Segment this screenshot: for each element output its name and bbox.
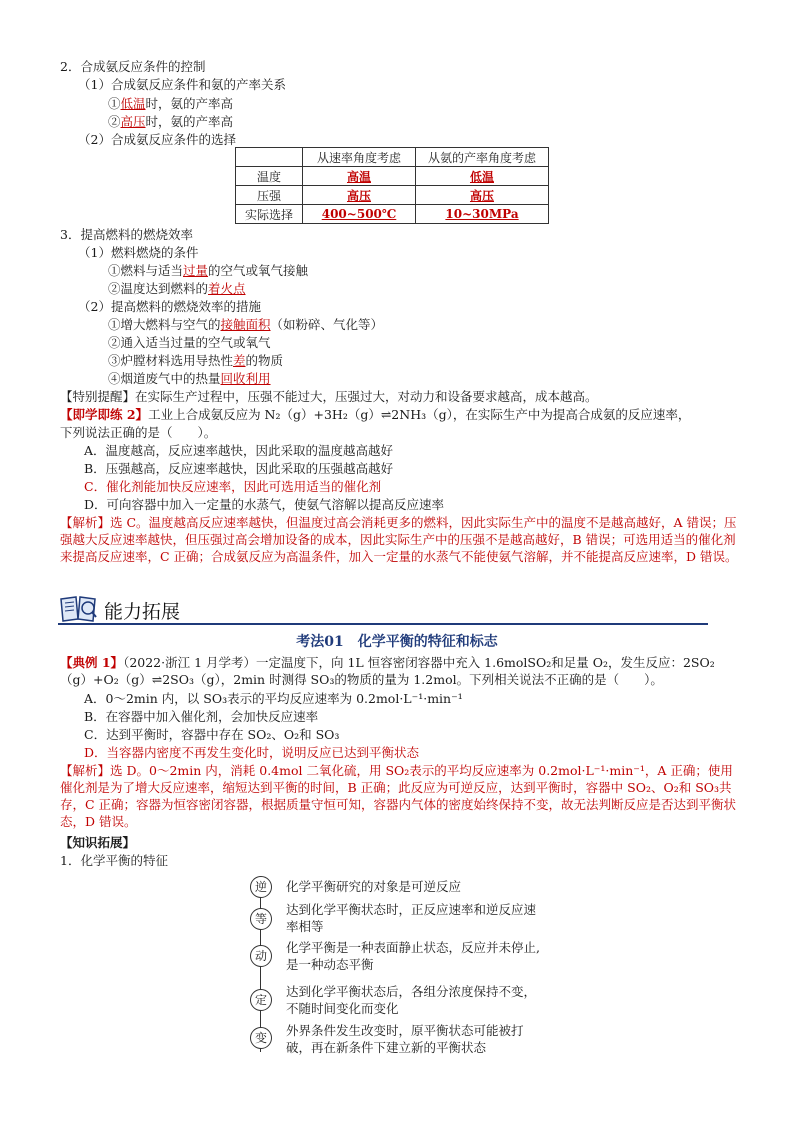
list-item xyxy=(108,95,233,112)
subheading-conditions-yield: （1）合成氨反应条件和氨的产率关系 xyxy=(78,77,286,92)
item-text: （如粉碎、气化等） xyxy=(270,317,384,332)
item-text: 的物质 xyxy=(245,353,284,368)
flow-text: 外界条件发生改变时，原平衡状态可能被打破，再在新条件下建立新的平衡状态 xyxy=(286,1023,524,1055)
option-c: C．催化剂能加快反应速率，因此可选用适当的催化剂 xyxy=(84,479,382,494)
table-header-cell: 从速率角度考虑 xyxy=(303,148,416,167)
knowledge-heading: 1．化学平衡的特征 xyxy=(60,853,168,868)
option-b: B．在容器中加入催化剂，会加快反应速率 xyxy=(84,709,319,724)
banner-title: 能力拓展 xyxy=(104,601,181,623)
knowledge-tag: 【知识拓展】 xyxy=(60,835,136,850)
list-item xyxy=(108,352,283,369)
item-number: ① xyxy=(108,96,121,111)
keyword: 着火点 xyxy=(208,281,246,296)
book-icon xyxy=(58,593,98,623)
keyword: 高压 xyxy=(120,114,146,129)
flow-node: 等 xyxy=(250,908,272,930)
table-cell: 实际选择 xyxy=(236,205,303,224)
flow-node: 变 xyxy=(250,1027,272,1049)
subheading-condition-choice: （2）合成氨反应条件的选择 xyxy=(78,132,236,147)
keyword: 低温 xyxy=(120,96,146,111)
table-row xyxy=(236,167,549,186)
item-text: ③炉膛材料选用导热性 xyxy=(108,353,234,368)
section-title: 考法01 化学平衡的特征和标志 xyxy=(296,634,498,650)
item-text: ①燃料与适当 xyxy=(108,263,184,278)
flow-text: 达到化学平衡状态后，各组分浓度保持不变，不随时间变化而变化 xyxy=(286,984,537,1016)
table-cell: 压强 xyxy=(236,186,303,205)
practice-question-text: 工业上合成氨反应为 N₂（g）+3H₂（g）⇌2NH₃（g），在实际生产中为提高合成氨的反应速率， xyxy=(148,407,691,422)
list-item: ②通入适当过量的空气或氧气 xyxy=(108,335,271,350)
table-cell: 高温 xyxy=(303,167,416,186)
list-item xyxy=(108,370,271,387)
list-item xyxy=(108,316,383,333)
item-text: 时，氨的产率高 xyxy=(145,114,234,129)
conditions-table xyxy=(235,147,549,224)
list-item xyxy=(108,262,308,279)
special-reminder: 【特别提醒】在实际生产过程中，压强不能过大，压强过大，对动力和设备要求越高，成本越高。 xyxy=(60,389,598,404)
practice-question-cont: 下列说法正确的是（ ）。 xyxy=(60,425,217,440)
table-header-cell xyxy=(236,148,303,167)
table-header-row xyxy=(236,148,549,167)
table-cell: 高压 xyxy=(303,186,416,205)
practice-tag: 【即学即练 2】 xyxy=(60,407,149,422)
item-text: 时，氨的产率高 xyxy=(145,96,234,111)
table-cell: 10~30MPa xyxy=(416,205,549,224)
subheading-burning-conditions: （1）燃料燃烧的条件 xyxy=(78,245,199,260)
item-text: ②温度达到燃料的 xyxy=(108,281,209,296)
option-b: B．压强越高，反应速率越快，因此采取的压强越高越好 xyxy=(84,461,394,476)
keyword: 回收利用 xyxy=(220,371,271,386)
item-text: ①增大燃料与空气的 xyxy=(108,317,221,332)
subheading-efficiency-measures: （2）提高燃料的燃烧效率的措施 xyxy=(78,299,261,314)
ability-extension-banner xyxy=(58,593,708,627)
table-row xyxy=(236,186,549,205)
option-c: C．达到平衡时，容器中存在 SO₂、O₂和 SO₃ xyxy=(84,727,340,742)
table-header-cell: 从氨的产率角度考虑 xyxy=(416,148,549,167)
table-row xyxy=(236,205,549,224)
item-number: ② xyxy=(108,114,121,129)
item-text: ④烟道废气中的热量 xyxy=(108,371,221,386)
section-heading-3: 3．提高燃料的燃烧效率 xyxy=(60,227,193,242)
keyword: 接触面积 xyxy=(220,317,271,332)
practice-analysis: 【解析】选 C。温度越高反应速率越快，但温度过高会消耗更多的燃料，因此实际生产中的温度不是越高越好，A 错误；压强越大反应速率越快，但压强过高会增加设备的成本，因此实际生产中的压强不是越高越好，B 错误；可选用适当的催化剂来提高反应速率，C 正确；合成氨反应为高温条件，加入一定量的水蒸气不能使氨气溶解，并不能提高反应速率，D 错误。 xyxy=(60,515,738,564)
flow-node: 逆 xyxy=(250,876,272,898)
flow-node: 动 xyxy=(250,945,272,967)
example-question-text: （2022·浙江 1 月学考）一定温度下，向 1L 恒容密闭容器中充入 1.6molSO₂和足量 O₂，发生反应：2SO₂（g）+O₂（g）⇌2SO₃（g），2min 时测得 SO₃的物质的量为 1.2mol。下列相关说法不正确的是（ ）。 xyxy=(60,655,715,687)
option-a: A．温度越高，反应速率越快，因此采取的温度越高越好 xyxy=(84,443,394,458)
keyword: 过量 xyxy=(183,263,209,278)
list-item xyxy=(108,113,233,130)
example-question xyxy=(60,654,738,688)
example-analysis: 【解析】选 D。0～2min 内，消耗 0.4mol 二氧化硫，用 SO₂表示的平均反应速率为 0.2mol·L⁻¹·min⁻¹，A 正确；使用催化剂是为了增大反应速率，缩短达到平衡的时间，B 正确；此反应为可逆反应，达到平衡时，容器中 SO₂、O₂和 SO₃共存，C 正确；容器为恒容密闭容器，根据质量守恒可知，容器内气体的密度始终保持不变，故无法判断反应是否达到平衡状态，D 错误。 xyxy=(60,763,737,829)
flow-text: 化学平衡是一种表面静止状态，反应并未停止,是一种动态平衡 xyxy=(286,940,540,972)
table-cell: 高压 xyxy=(416,186,549,205)
section-heading-2: 2．合成氨反应条件的控制 xyxy=(60,59,206,74)
table-cell: 温度 xyxy=(236,167,303,186)
item-text: 的空气或氧气接触 xyxy=(208,263,309,278)
keyword: 差 xyxy=(233,353,246,368)
practice-question xyxy=(60,406,690,423)
example-tag: 【典例 1】 xyxy=(60,655,124,670)
flow-text: 化学平衡研究的对象是可逆反应 xyxy=(286,879,462,894)
flow-text: 达到化学平衡状态时，正反应速率和逆反应速率相等 xyxy=(286,902,537,934)
option-d: D．可向容器中加入一定量的水蒸气，使氨气溶解以提高反应速率 xyxy=(84,497,445,512)
table-cell: 低温 xyxy=(416,167,549,186)
table-cell: 400~500℃ xyxy=(303,205,416,224)
list-item xyxy=(108,280,246,297)
banner-rule xyxy=(58,623,708,625)
flow-node: 定 xyxy=(250,989,272,1011)
option-d: D．当容器内密度不再发生变化时，说明反应已达到平衡状态 xyxy=(84,745,420,760)
option-a: A．0～2min 内，以 SO₃表示的平均反应速率为 0.2mol·L⁻¹·min⁻¹ xyxy=(84,691,463,706)
